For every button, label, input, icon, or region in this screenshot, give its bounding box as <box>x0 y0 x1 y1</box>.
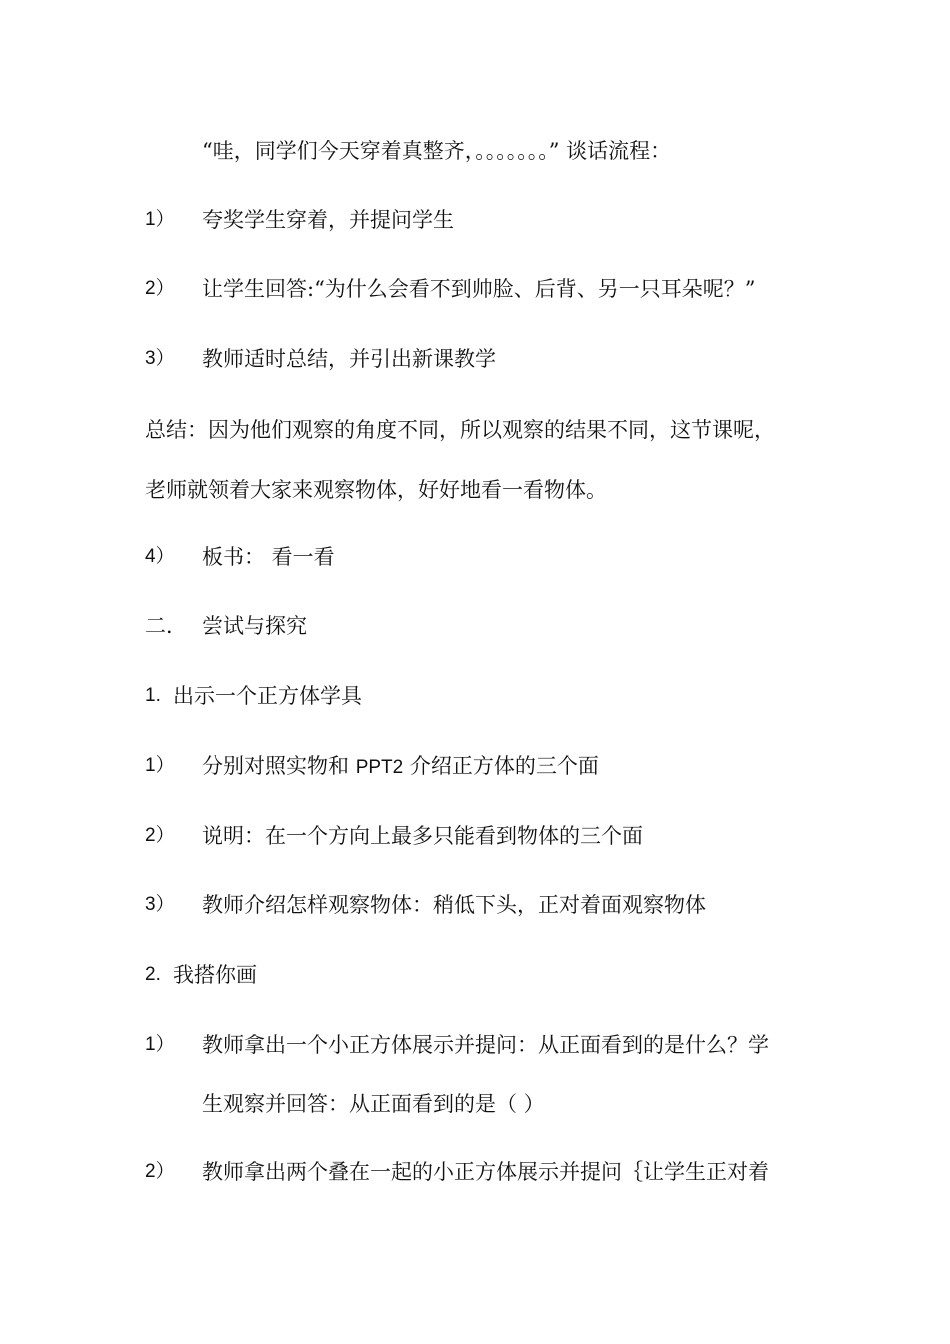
section-title: 尝试与探究 <box>202 614 307 638</box>
list-item-text: 教师介绍怎样观察物体：稍低下头，正对着面观察物体 <box>202 893 706 917</box>
subsection-number: 1. <box>145 685 161 706</box>
list-item-text: 板书： 看一看 <box>202 545 335 569</box>
list-item-text <box>202 751 599 783</box>
list-item-text: 教师适时总结，并引出新课教学 <box>202 347 496 371</box>
list-number: 2） <box>145 1161 175 1182</box>
list-number: 1） <box>145 209 175 230</box>
list-item-text: 夸奖学生穿着，并提问学生 <box>202 208 454 232</box>
list-number: 4） <box>145 546 175 567</box>
ppt-reference: PPT2 <box>355 757 404 778</box>
list-item-text: 让学生回答:“为什么会看不到帅脸、后背、另一只耳朵呢？” <box>202 277 756 301</box>
summary-text: 总结：因为他们观察的角度不同，所以观察的结果不同，这节课呢， <box>145 418 775 442</box>
list-item-text-continued: 生观察并回答：从正面看到的是（ ） <box>202 1092 545 1116</box>
list-item-text-part: 介绍正方体的三个面 <box>403 754 599 778</box>
dialogue-intro-text: “哇，同学们今天穿着真整齐，。。。。。。。” 谈话流程： <box>202 139 672 163</box>
list-item-text: 教师拿出一个小正方体展示并提问：从正面看到的是什么？学 <box>202 1033 769 1057</box>
list-item-text-part: 分别对照实物和 <box>202 754 356 778</box>
list-number: 1） <box>145 1034 175 1055</box>
subsection-title: 出示一个正方体学具 <box>173 684 362 708</box>
subsection-number: 2. <box>145 964 161 985</box>
list-number: 1） <box>145 755 175 776</box>
list-number: 3） <box>145 894 175 915</box>
list-number: 2） <box>145 278 175 299</box>
list-number: 2） <box>145 825 175 846</box>
summary-text-continued: 老师就领着大家来观察物体，好好地看一看物体。 <box>145 478 607 502</box>
list-number: 3） <box>145 348 175 369</box>
subsection-title: 我搭你画 <box>173 963 257 987</box>
list-item-text: 教师拿出两个叠在一起的小正方体展示并提问｛让学生正对着 <box>202 1160 769 1184</box>
section-number: 二． <box>145 614 187 638</box>
list-item-text: 说明：在一个方向上最多只能看到物体的三个面 <box>202 824 643 848</box>
